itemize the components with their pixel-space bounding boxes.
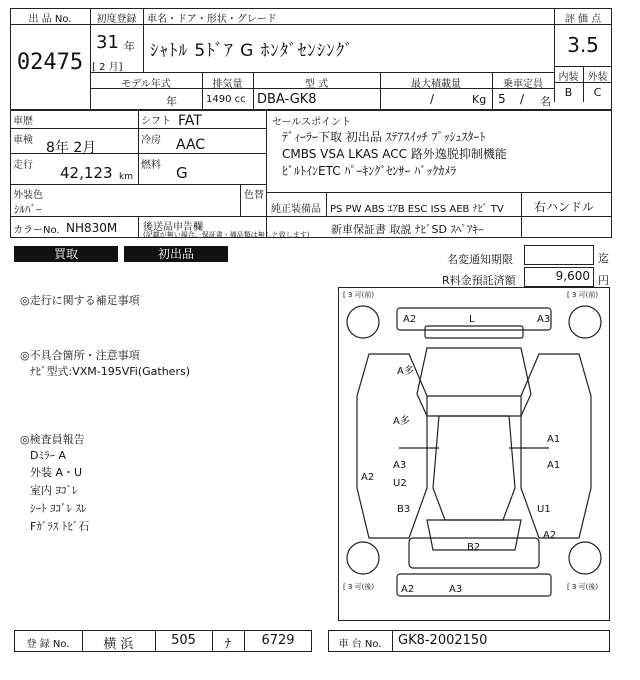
sales-point-line: ﾃﾞｨｰﾗｰ下取 初出品 ｽﾃｱｽｲｯﾁ ﾌﾟｯｼｭｽﾀｰﾄ [282, 130, 486, 144]
divider [10, 184, 266, 185]
damage-mark: A1 [547, 434, 561, 445]
damage-mark: B2 [467, 542, 481, 553]
type-value: DBA-GK8 [257, 92, 317, 107]
aircon-value: AAC [176, 137, 206, 153]
capacity-value: 5 [498, 92, 506, 106]
damage-mark: A2 [361, 472, 375, 483]
color-no-value: NH830M [66, 221, 118, 235]
load-unit: Kg [472, 93, 487, 106]
registration-kana: ﾅ [224, 637, 232, 652]
capacity-unit: 名 [540, 95, 551, 108]
corner-tag: [ 3 可(後) [567, 583, 599, 591]
registration-number: 6729 [261, 633, 295, 648]
shaken-label: 車検 [13, 135, 33, 146]
divider [10, 216, 612, 217]
type-label: 型 式 [304, 79, 329, 90]
shift-value: FAT [178, 113, 202, 129]
inspector-line: Dﾐﾗｰ A [30, 449, 66, 462]
equipment-label: 純正装備品 [271, 204, 321, 215]
wheel-icon [569, 306, 601, 338]
divider [10, 128, 266, 129]
damage-mark: B3 [397, 504, 411, 515]
mileage-label: 走行 [13, 160, 33, 171]
inspector-line: ｼｰﾄ ﾖｺﾞﾚ ｽﾚ [30, 502, 87, 515]
divider [90, 72, 554, 73]
reg-year-label: 初度登録 [96, 14, 137, 25]
registration-class: 505 [171, 633, 196, 648]
kaitori-badge: 買取 [14, 246, 118, 262]
damage-mark: U1 [537, 504, 551, 515]
driving-notes-title: ◎走行に関する補足事項 [20, 294, 140, 307]
ext-color-value: ｼﾙﾊﾞｰ [14, 203, 42, 216]
reg-month: [ 2 月] [92, 62, 123, 73]
lot-label: 出 品 No. [28, 14, 72, 25]
equipment-value: PS PW ABS ｴｱB ESC ISS AEB ﾅﾋﾞ TV [330, 204, 504, 215]
inspector-line: Fｶﾞﾗｽ ﾄﾋﾞ石 [30, 520, 90, 533]
exterior-grade: C [593, 86, 602, 99]
meihen-unit: 迄 [598, 252, 609, 265]
inspector-line: 外装 A・U [30, 466, 83, 479]
wheel-icon [569, 542, 601, 574]
divider [266, 110, 267, 238]
chassis-label: 車 台 No. [338, 639, 382, 650]
displacement-value: 1490 cc [206, 94, 246, 105]
docs-sub: (記載が無い場合、保証書・備品類は無しと致します) [143, 231, 310, 239]
damage-mark: A2 [403, 314, 417, 325]
car-outline [339, 288, 609, 620]
corner-tag: [ 3 可(前) [343, 291, 375, 299]
ext-color-label: 外装色 [13, 190, 43, 201]
mileage-unit: km [119, 172, 133, 182]
meihen-box [524, 245, 594, 265]
divider [326, 192, 327, 216]
divider [240, 184, 241, 216]
damage-mark: A1 [547, 460, 561, 471]
mileage-value: 42,123 [60, 164, 113, 182]
divider [138, 216, 139, 238]
lot-number: 02475 [16, 50, 84, 75]
divider [143, 8, 144, 72]
fuel-label: 燃料 [141, 160, 161, 171]
registration-label: 登 録 No. [26, 639, 70, 650]
grade-label: 評 価 点 [564, 14, 602, 25]
shift-label: シフト [141, 116, 171, 127]
sales-point-line: ﾋﾞﾙﾄｲﾝETC ﾊﾟｰｷﾝｸﾞｾﾝｻｰ ﾊﾞｯｸｶﾒﾗ [282, 164, 457, 178]
car-diagram [338, 287, 610, 621]
shaken-value: 8年 2月 [46, 140, 97, 156]
inspector-title: ◎検査員報告 [20, 433, 85, 446]
vehicle-header: 車名・ドア・形状・グレード [147, 14, 277, 25]
damage-mark: A3 [537, 314, 551, 325]
recycle-unit: 円 [598, 274, 609, 287]
recycle-value: 9,600 [555, 269, 590, 283]
docs-label: 後送品申告欄 [143, 222, 203, 233]
sales-point-line: CMBS VSA LKAS ACC 路外逸脱抑制機能 [282, 147, 507, 161]
damage-mark: A2 [401, 584, 415, 595]
damage-mark: L [469, 314, 475, 325]
registration-city: 横 浜 [103, 637, 134, 652]
divider [266, 192, 612, 193]
model-year-unit: 年 [166, 95, 177, 108]
reg-year-unit: 年 [124, 40, 135, 53]
chassis-value: GK8-2002150 [398, 633, 488, 648]
damage-mark: A3 [393, 460, 407, 471]
model-year-label: モデル年式 [121, 79, 171, 90]
divider [554, 82, 612, 83]
capacity-sep: / [520, 92, 525, 106]
exterior-label: 外装 [587, 72, 608, 83]
wheel-icon [347, 542, 379, 574]
divider [521, 192, 522, 238]
capacity-label: 乗車定員 [503, 79, 543, 90]
first-listing-badge: 初出品 [124, 246, 228, 262]
color-change-label: 色替 [244, 190, 264, 201]
damage-mark: A多 [393, 416, 410, 427]
damage-mark: A3 [449, 584, 463, 595]
divider [554, 24, 612, 25]
color-no-label: カラーNo. [13, 225, 60, 236]
interior-label: 内装 [558, 72, 579, 83]
meihen-label: 名変通知期限 [447, 253, 513, 266]
divider [138, 110, 139, 184]
load-value: / [430, 92, 435, 106]
damage-mark: A2 [543, 530, 557, 541]
sales-point-label: セールスポイント [272, 117, 352, 128]
defects-line: ﾅﾋﾞ型式:VXM-195VFi(Gathers) [30, 365, 190, 378]
warranty-value: 新車保証書 取説 ﾅﾋﾞSD ｽﾍﾟｱｷｰ [331, 223, 484, 236]
inspector-line: 室内 ﾖｺﾞﾚ [30, 484, 78, 497]
history-label: 車歴 [13, 116, 33, 127]
interior-grade: B [564, 86, 573, 99]
grade-score: 3.5 [567, 33, 599, 57]
divider [392, 630, 393, 652]
vehicle-name: ｼｬﾄﾙ 5ﾄﾞｱ G ﾎﾝﾀﾞｾﾝｼﾝｸﾞ [150, 41, 354, 61]
defects-title: ◎不具合箇所・注意事項 [20, 349, 140, 362]
fuel-value: G [176, 164, 188, 182]
corner-tag: [ 3 可(前) [567, 291, 599, 299]
load-label: 最大積載量 [411, 79, 461, 90]
steering-value: 右ハンドル [534, 200, 595, 214]
damage-mark: U2 [393, 478, 407, 489]
wheel-icon [347, 306, 379, 338]
aircon-label: 冷房 [141, 135, 161, 146]
displacement-label: 排気量 [212, 79, 243, 90]
reg-year-value: 31 [96, 32, 119, 53]
damage-mark: A多 [397, 366, 414, 377]
corner-tag: [ 3 可(後) [343, 583, 375, 591]
recycle-label: R料金預託済額 [442, 274, 516, 287]
